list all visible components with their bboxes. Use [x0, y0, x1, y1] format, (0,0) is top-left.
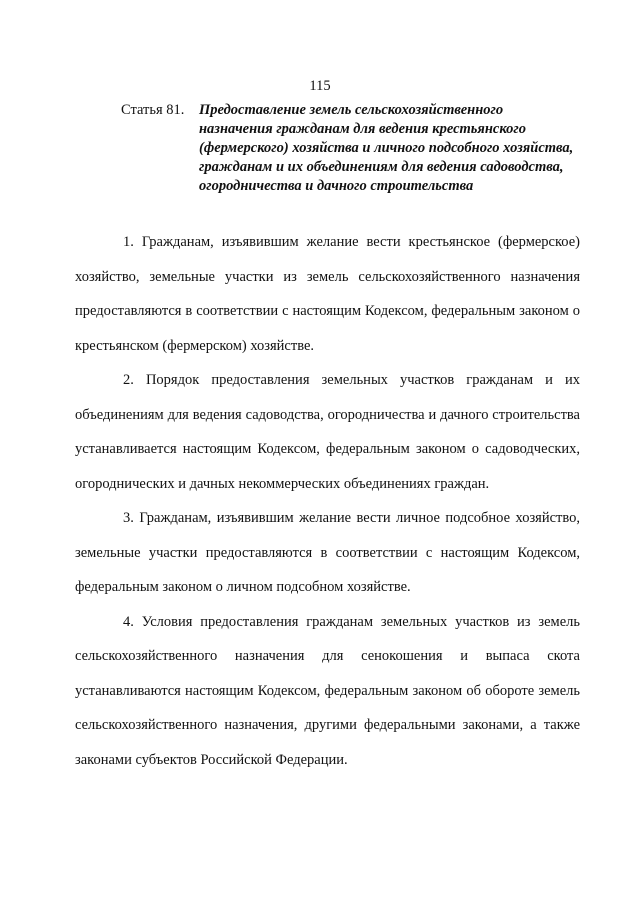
paragraph-3: 3. Гражданам, изъявившим желание вести личное подсобное хозяйство, земельные участки предоставляются в соответствии с настоящим Кодексом, федеральным законом о личном подсобном хозяйстве. [75, 510, 580, 595]
article-label: Статья 81. [121, 102, 185, 118]
article-heading [121, 101, 591, 196]
article-body [75, 225, 580, 777]
page-number: 115 [309, 78, 331, 94]
paragraph-2: 2. Порядок предоставления земельных участков гражданам и их объединениям для ведения садоводства, огородничества и дачного строительства устанавливается настоящим Кодексом, федеральным законом о садоводческих, огороднических и дачных некоммерческих объединениях граждан. [75, 372, 580, 492]
paragraph-1: 1. Гражданам, изъявившим желание вести крестьянское (фермерское) хозяйство, земельные участки из земель сельскохозяйственного назначения предоставляются в соответствии с настоящим Кодексом, федеральным законом о крестьянском (фермерском) хозяйстве. [75, 234, 580, 354]
article-title: Предоставление земель сельскохозяйственного назначения гражданам для ведения крестьянского (фермерского) хозяйства и личного подсобного хозяйства, гражданам и их объединениям для ведения садоводства, огородничества и дачного строительства [199, 102, 574, 194]
paragraph-4: 4. Условия предоставления гражданам земельных участков из земель сельскохозяйственного назначения для сенокошения и выпаса скота устанавливаются настоящим Кодексом, федеральным законом об обороте земель сельскохозяйственного назначения, другими федеральными законами, а также законами субъектов Российской Федерации. [75, 613, 580, 768]
